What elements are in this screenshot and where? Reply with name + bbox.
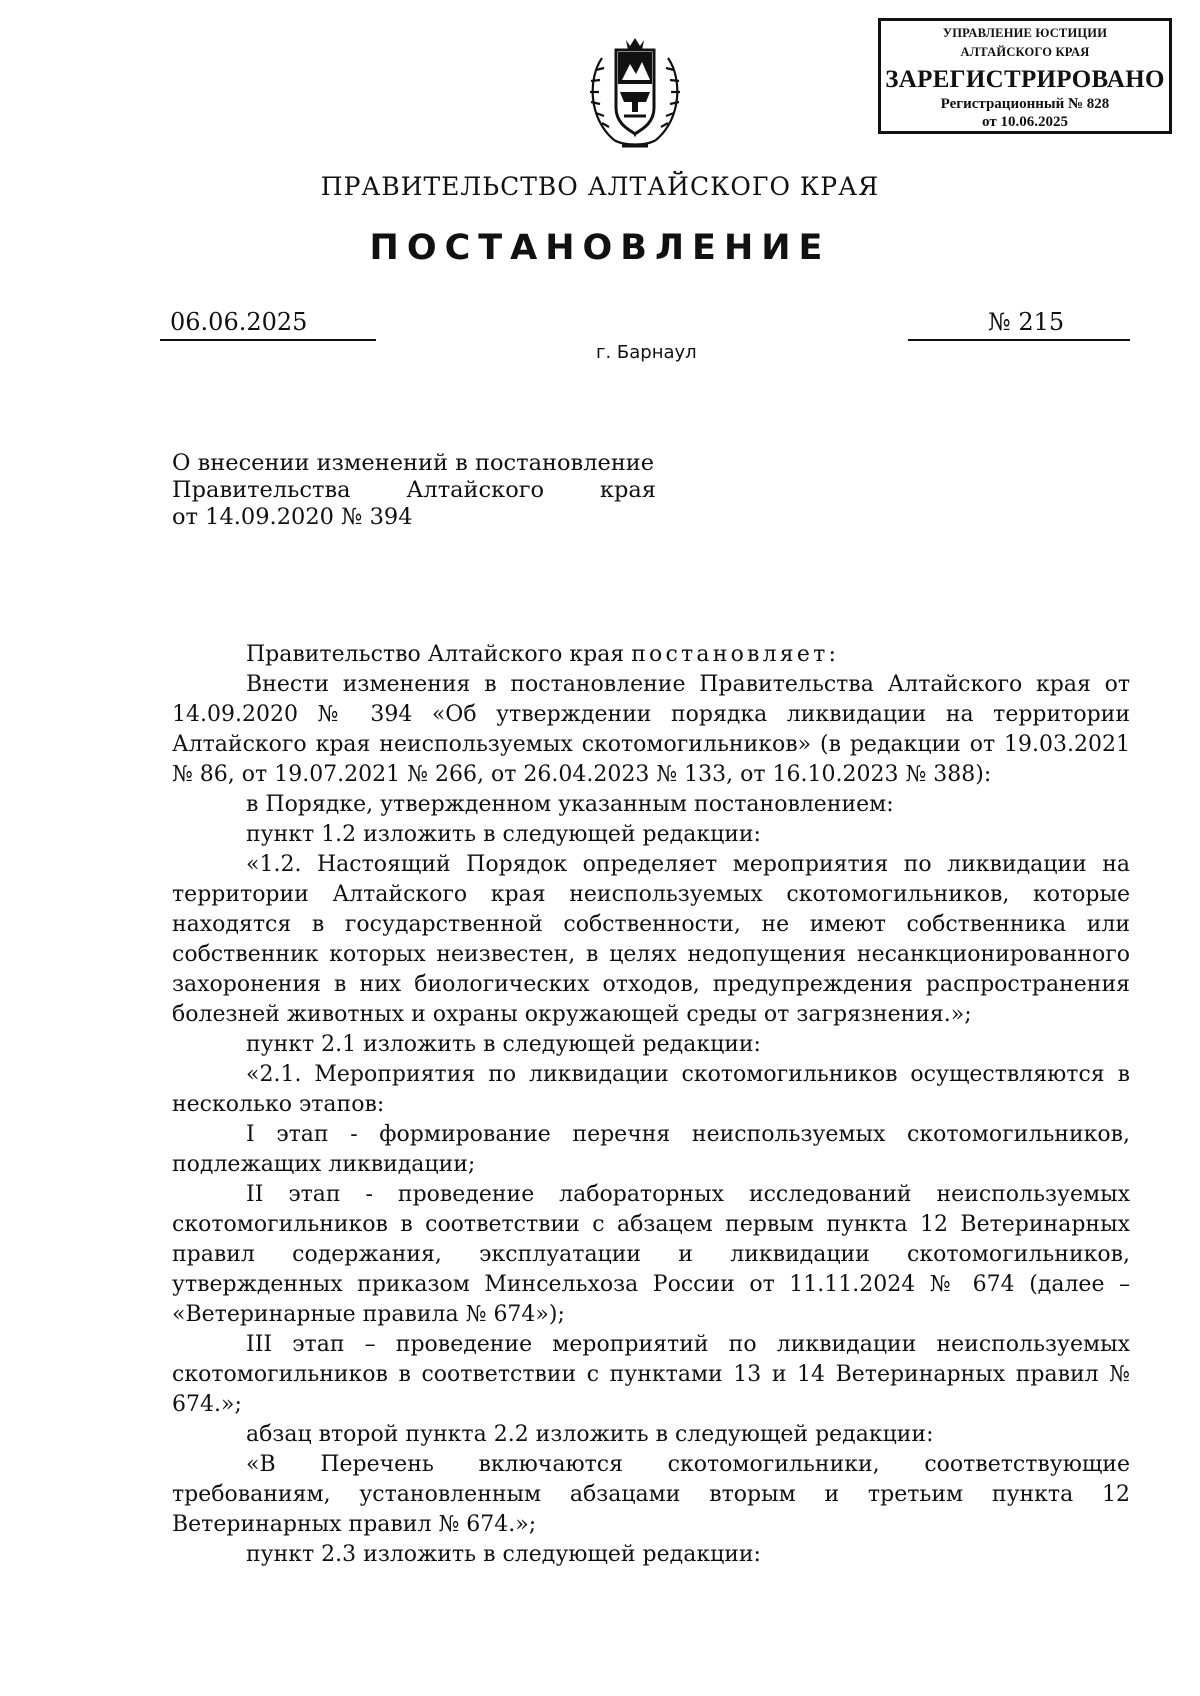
- preamble-colon: :: [828, 642, 836, 667]
- body-paragraph: Внести изменения в постановление Правительства Алтайского края от 14.09.2020 № 394 «Об утверждении порядка ликвидации на территории Алтайского края неиспользуемых скотомогильников» (в редакции от 19.03.2021 № 86, от 19.07.2021 № 266, от 26.04.2023 № 133, от 16.10.2023 № 388):: [172, 672, 1130, 787]
- subject-line-1: О внесении изменений в постановление: [172, 450, 655, 476]
- document-subject: [172, 450, 656, 531]
- subject-word: Алтайского: [406, 477, 545, 503]
- document-number: № 215: [908, 305, 1130, 341]
- subject-word: края: [599, 477, 656, 503]
- preamble-text: Правительство Алтайского края: [246, 642, 632, 667]
- body-paragraph: III этап – проведение мероприятий по ликвидации неиспользуемых скотомогильников в соответствии с пунктами 13 и 14 Ветеринарных правил № 674.»;: [172, 1332, 1130, 1417]
- body-paragraph: «В Перечень включаются скотомогильники, соответствующие требованиям, установленным абзацами вторым и третьим пункта 12 Ветеринарных правил № 674.»;: [172, 1452, 1130, 1537]
- stamp-reg-date: от 10.06.2025: [982, 114, 1068, 130]
- government-name: ПРАВИТЕЛЬСТВО АЛТАЙСКОГО КРАЯ: [320, 172, 880, 201]
- stamp-status: ЗАРЕГИСТРИРОВАНО: [885, 66, 1165, 93]
- stamp-reg-number: Регистрационный № 828: [940, 96, 1110, 112]
- body-paragraph: «2.1. Мероприятия по ликвидации скотомогильников осуществляются в несколько этапов:: [172, 1062, 1130, 1117]
- document-type: ПОСТАНОВЛЕНИЕ: [369, 228, 831, 268]
- body-paragraph: в Порядке, утвержденном указанным постановлением:: [246, 792, 894, 817]
- coat-of-arms-emblem: [580, 28, 690, 156]
- body-paragraph: пункт 2.3 изложить в следующей редакции:: [246, 1542, 761, 1567]
- stamp-organization-line2: АЛТАЙСКОГО КРАЯ: [960, 45, 1090, 59]
- body-paragraph: абзац второй пункта 2.2 изложить в следующей редакции:: [246, 1422, 934, 1447]
- body-paragraph: пункт 1.2 изложить в следующей редакции:: [246, 822, 761, 847]
- document-body: [172, 640, 1130, 1570]
- registration-stamp: [878, 18, 1172, 134]
- body-paragraph: «1.2. Настоящий Порядок определяет мероприятия по ликвидации на территории Алтайского края неиспользуемых скотомогильников, которые находятся в государственной собственности, не имеют собственника или собственник которых неизвестен, в целях недопущения несанкционированного захоронения в них биологических отходов, предупреждения распространения болезней животных и охраны окружающей среды от загрязнения.»;: [172, 852, 1130, 1027]
- subject-line-2: [172, 477, 656, 504]
- document-city: г. Барнаул: [596, 342, 697, 363]
- stamp-organization-line1: УПРАВЛЕНИЕ ЮСТИЦИИ: [942, 26, 1108, 40]
- body-paragraph: II этап - проведение лабораторных исследований неиспользуемых скотомогильников в соответствии с абзацем первым пункта 12 Ветеринарных правил содержания, эксплуатации и ликвидации скотомогильников, утвержденных приказом Минсельхоза России от 11.11.2024 № 674 (далее – «Ветеринарные правила № 674»);: [172, 1182, 1130, 1327]
- document-date: 06.06.2025: [160, 305, 376, 341]
- preamble-paragraph: [172, 640, 1130, 670]
- body-paragraph: I этап - формирование перечня неиспользуемых скотомогильников, подлежащих ликвидации;: [172, 1122, 1130, 1177]
- subject-word: Правительства: [172, 477, 351, 503]
- body-paragraph: пункт 2.1 изложить в следующей редакции:: [246, 1032, 761, 1057]
- preamble-spaced-verb: постановляет: [631, 642, 829, 667]
- subject-line-3: от 14.09.2020 № 394: [172, 504, 413, 530]
